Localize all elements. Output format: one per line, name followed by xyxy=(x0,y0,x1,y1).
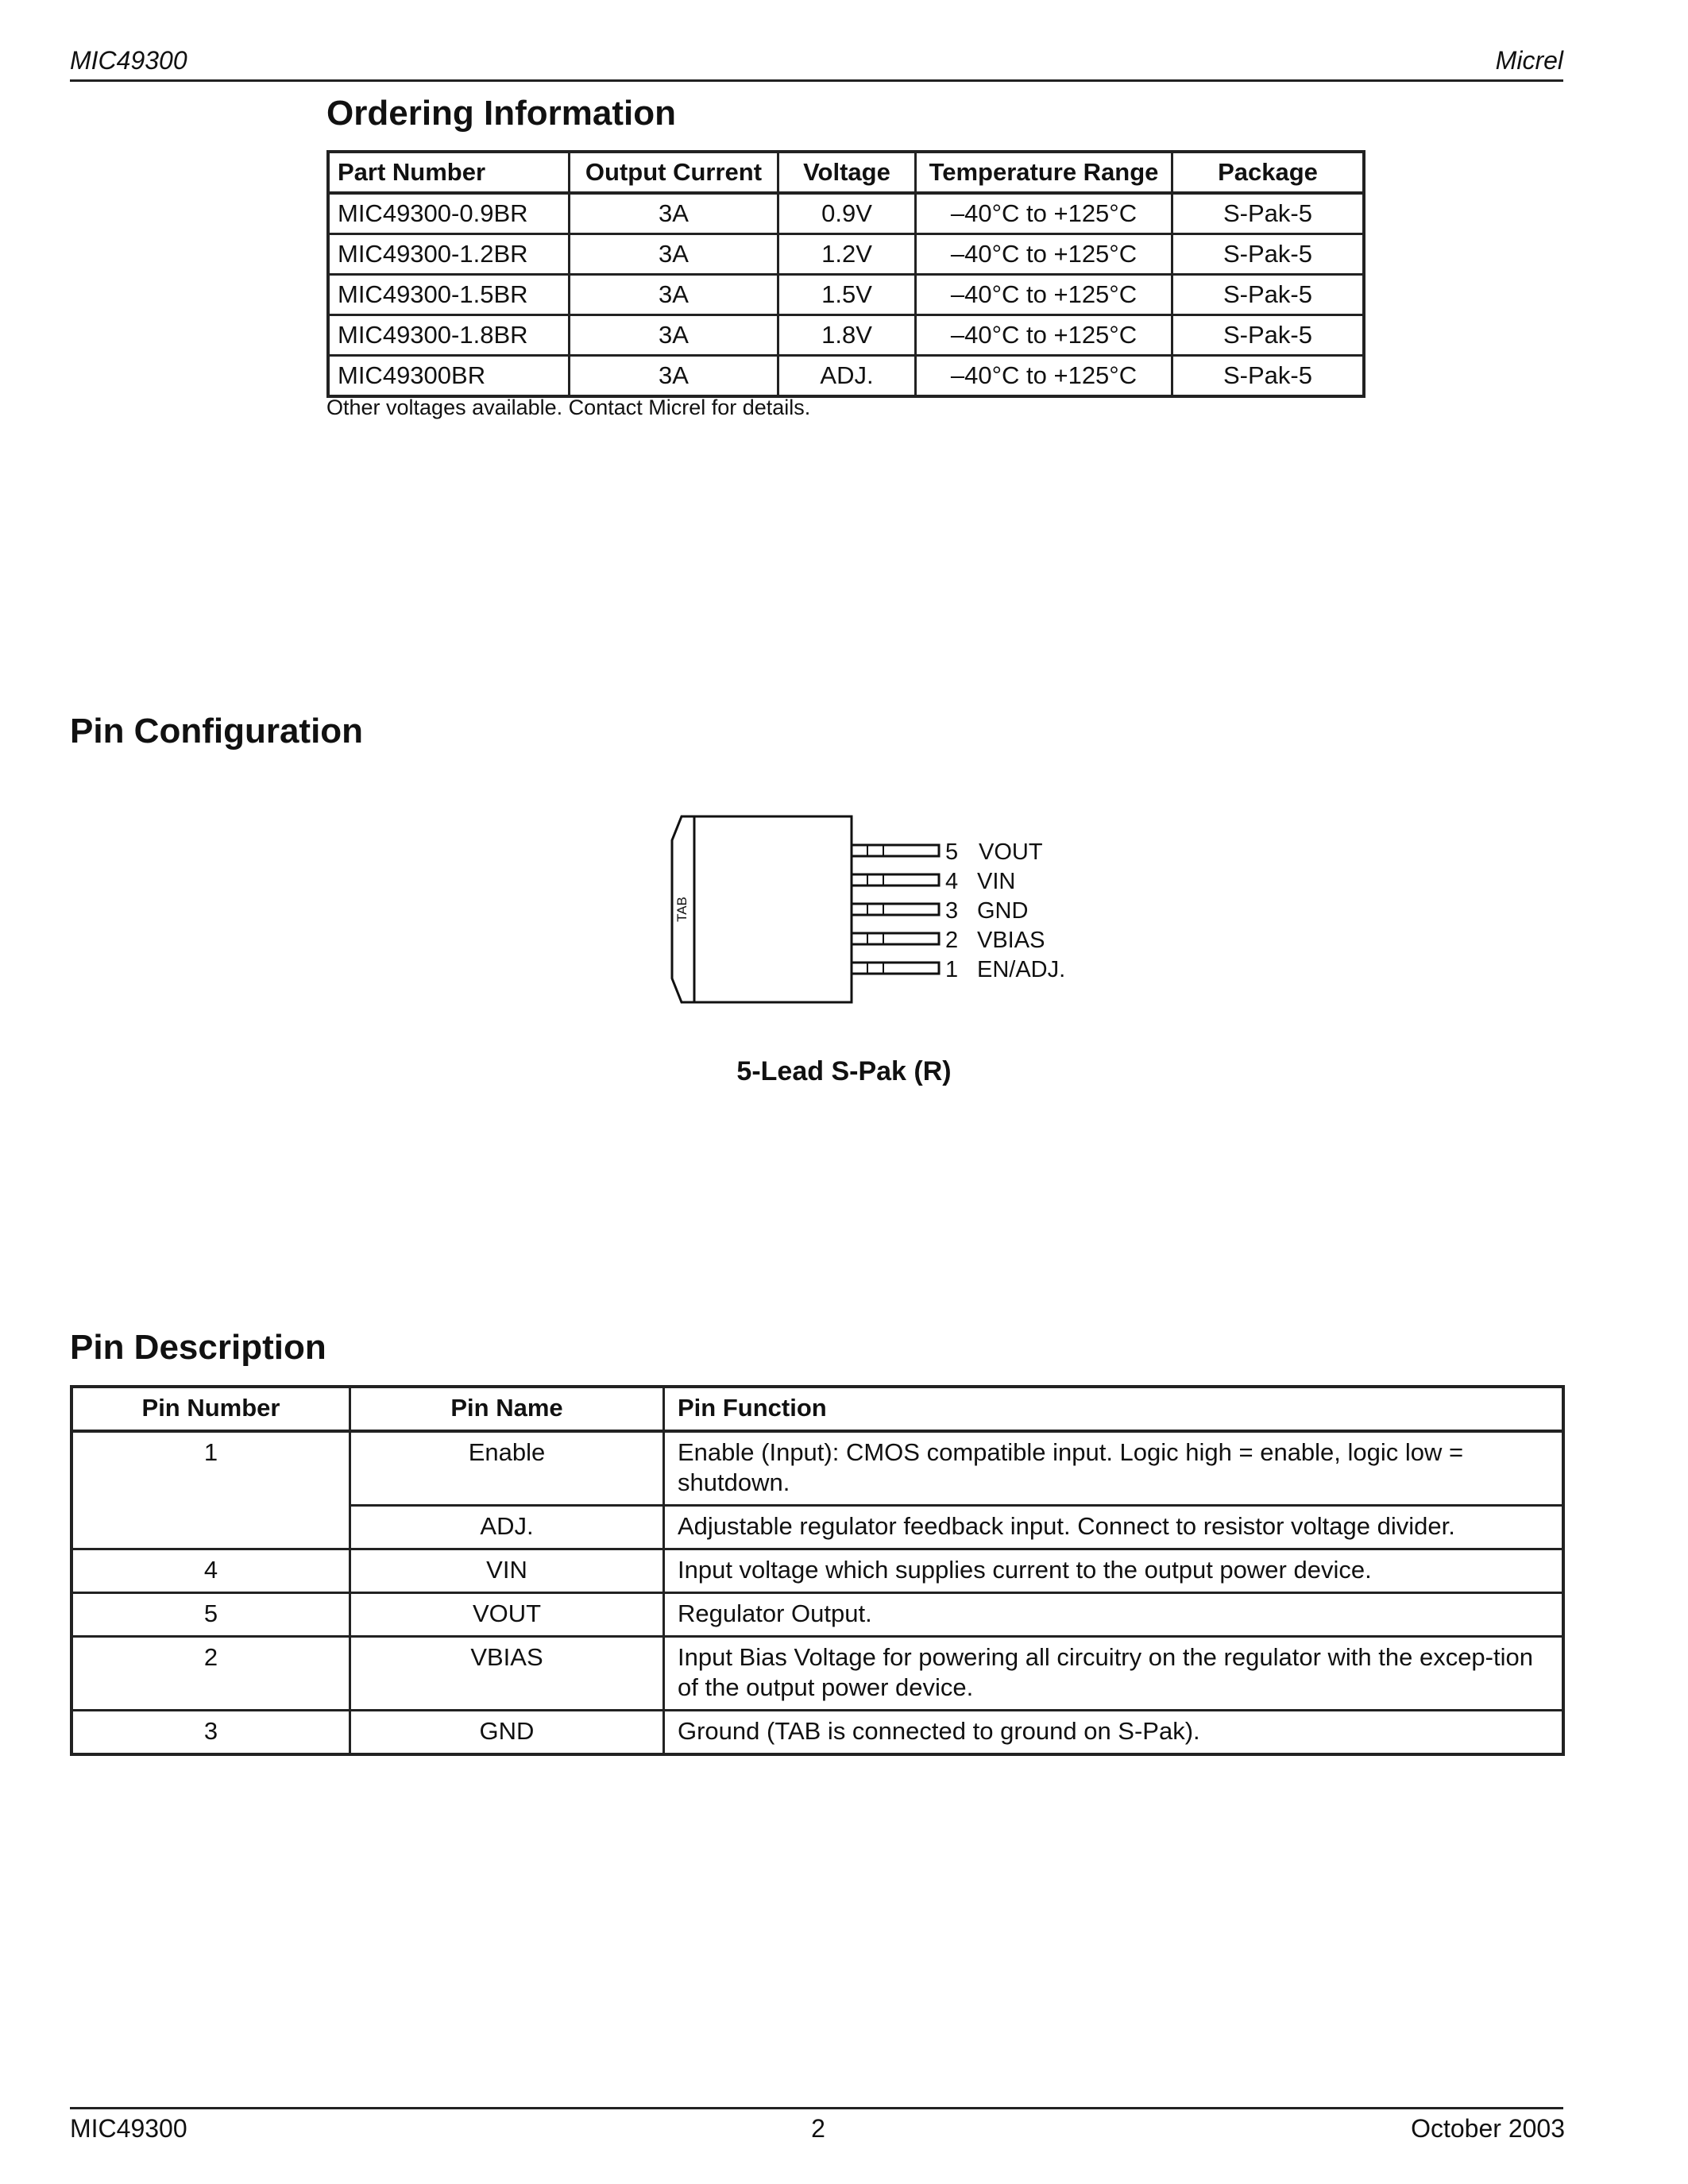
cell-temperature-range: –40°C to +125°C xyxy=(916,193,1172,234)
col-pin-number: Pin Number xyxy=(71,1387,350,1431)
cell-package: S-Pak-5 xyxy=(1172,193,1365,234)
footer-part-number: MIC49300 xyxy=(70,2114,187,2143)
page-number: 2 xyxy=(811,2114,825,2143)
pin-3-name: GND xyxy=(977,898,1029,924)
cell-pin-function: Input Bias Voltage for powering all circuitry on the regulator with the excep-tion of the output power device. xyxy=(664,1637,1564,1711)
lead-5 xyxy=(852,845,939,856)
cell-pin-name: VOUT xyxy=(350,1593,664,1637)
pin-description-title: Pin Description xyxy=(70,1328,326,1367)
cell-voltage: 0.9V xyxy=(778,193,916,234)
cell-part-number: MIC49300-1.2BR xyxy=(328,234,570,275)
cell-pin-name: GND xyxy=(350,1711,664,1755)
cell-package: S-Pak-5 xyxy=(1172,234,1365,275)
cell-voltage: 1.2V xyxy=(778,234,916,275)
cell-temperature-range: –40°C to +125°C xyxy=(916,356,1172,397)
cell-pin-function: Enable (Input): CMOS compatible input. Logic high = enable, logic low = shutdown. xyxy=(664,1431,1564,1506)
s-pak-package-diagram xyxy=(651,802,1096,1009)
cell-temperature-range: –40°C to +125°C xyxy=(916,234,1172,275)
header-brand: Micrel xyxy=(1495,46,1563,75)
cell-pin-number: 5 xyxy=(71,1593,350,1637)
pin-description-header-row xyxy=(71,1387,1563,1431)
cell-part-number: MIC49300-1.8BR xyxy=(328,315,570,356)
cell-pin-function: Regulator Output. xyxy=(664,1593,1564,1637)
col-package: Package xyxy=(1172,152,1365,193)
cell-pin-function: Input voltage which supplies current to the output power device. xyxy=(664,1549,1564,1593)
lead-1 xyxy=(852,963,939,974)
col-part-number: Part Number xyxy=(328,152,570,193)
pin-5-number: 5 xyxy=(945,839,959,865)
table-row xyxy=(71,1549,1563,1593)
col-voltage: Voltage xyxy=(778,152,916,193)
tab-label: TAB xyxy=(674,897,689,922)
ordering-table xyxy=(326,150,1365,398)
cell-voltage: 1.8V xyxy=(778,315,916,356)
pin-4-number: 4 xyxy=(945,869,959,894)
pin-description-table xyxy=(70,1385,1565,1756)
lead-3 xyxy=(852,904,939,915)
pin-4-name: VIN xyxy=(977,869,1016,894)
package-caption: 5-Lead S-Pak (R) xyxy=(736,1056,952,1086)
ordering-note: Other voltages available. Contact Micrel for details. xyxy=(326,396,811,419)
table-row xyxy=(71,1593,1563,1637)
cell-voltage: ADJ. xyxy=(778,356,916,397)
col-output-current: Output Current xyxy=(570,152,778,193)
col-temperature-range: Temperature Range xyxy=(916,152,1172,193)
cell-output-current: 3A xyxy=(570,193,778,234)
pin-1-number: 1 xyxy=(945,957,959,982)
cell-pin-name: ADJ. xyxy=(350,1506,664,1549)
header-rule xyxy=(70,79,1563,82)
table-row xyxy=(328,275,1364,315)
cell-temperature-range: –40°C to +125°C xyxy=(916,275,1172,315)
cell-pin-name: VBIAS xyxy=(350,1637,664,1711)
table-row xyxy=(328,234,1364,275)
table-row xyxy=(71,1637,1563,1711)
header-part-number: MIC49300 xyxy=(70,46,187,75)
table-row xyxy=(328,356,1364,397)
cell-output-current: 3A xyxy=(570,275,778,315)
cell-pin-number: 1 xyxy=(71,1431,350,1549)
table-row xyxy=(328,193,1364,234)
cell-output-current: 3A xyxy=(570,356,778,397)
ordering-title: Ordering Information xyxy=(326,94,676,133)
ordering-header-row xyxy=(328,152,1364,193)
footer-date: October 2003 xyxy=(1411,2114,1565,2143)
cell-temperature-range: –40°C to +125°C xyxy=(916,315,1172,356)
cell-pin-number: 4 xyxy=(71,1549,350,1593)
table-row xyxy=(71,1431,1563,1506)
cell-pin-number: 3 xyxy=(71,1711,350,1755)
footer-rule xyxy=(70,2107,1563,2109)
col-pin-name: Pin Name xyxy=(350,1387,664,1431)
cell-voltage: 1.5V xyxy=(778,275,916,315)
package-body xyxy=(694,816,852,1002)
pin-1-name: EN/ADJ. xyxy=(977,957,1066,982)
pin-2-name: VBIAS xyxy=(977,928,1045,953)
cell-package: S-Pak-5 xyxy=(1172,356,1365,397)
cell-pin-number: 2 xyxy=(71,1637,350,1711)
pin-2-number: 2 xyxy=(945,928,959,953)
table-row xyxy=(328,315,1364,356)
cell-output-current: 3A xyxy=(570,234,778,275)
cell-pin-name: Enable xyxy=(350,1431,664,1506)
pin-config-title: Pin Configuration xyxy=(70,712,364,751)
cell-pin-function: Ground (TAB is connected to ground on S-Pak). xyxy=(664,1711,1564,1755)
table-row xyxy=(71,1711,1563,1755)
lead-4 xyxy=(852,874,939,886)
cell-part-number: MIC49300-0.9BR xyxy=(328,193,570,234)
cell-part-number: MIC49300BR xyxy=(328,356,570,397)
cell-part-number: MIC49300-1.5BR xyxy=(328,275,570,315)
pin-5-name: VOUT xyxy=(979,839,1043,865)
lead-2 xyxy=(852,933,939,944)
cell-pin-name: VIN xyxy=(350,1549,664,1593)
cell-output-current: 3A xyxy=(570,315,778,356)
cell-package: S-Pak-5 xyxy=(1172,315,1365,356)
cell-pin-function: Adjustable regulator feedback input. Connect to resistor voltage divider. xyxy=(664,1506,1564,1549)
pin-3-number: 3 xyxy=(945,898,959,924)
col-pin-function: Pin Function xyxy=(664,1387,1564,1431)
cell-package: S-Pak-5 xyxy=(1172,275,1365,315)
